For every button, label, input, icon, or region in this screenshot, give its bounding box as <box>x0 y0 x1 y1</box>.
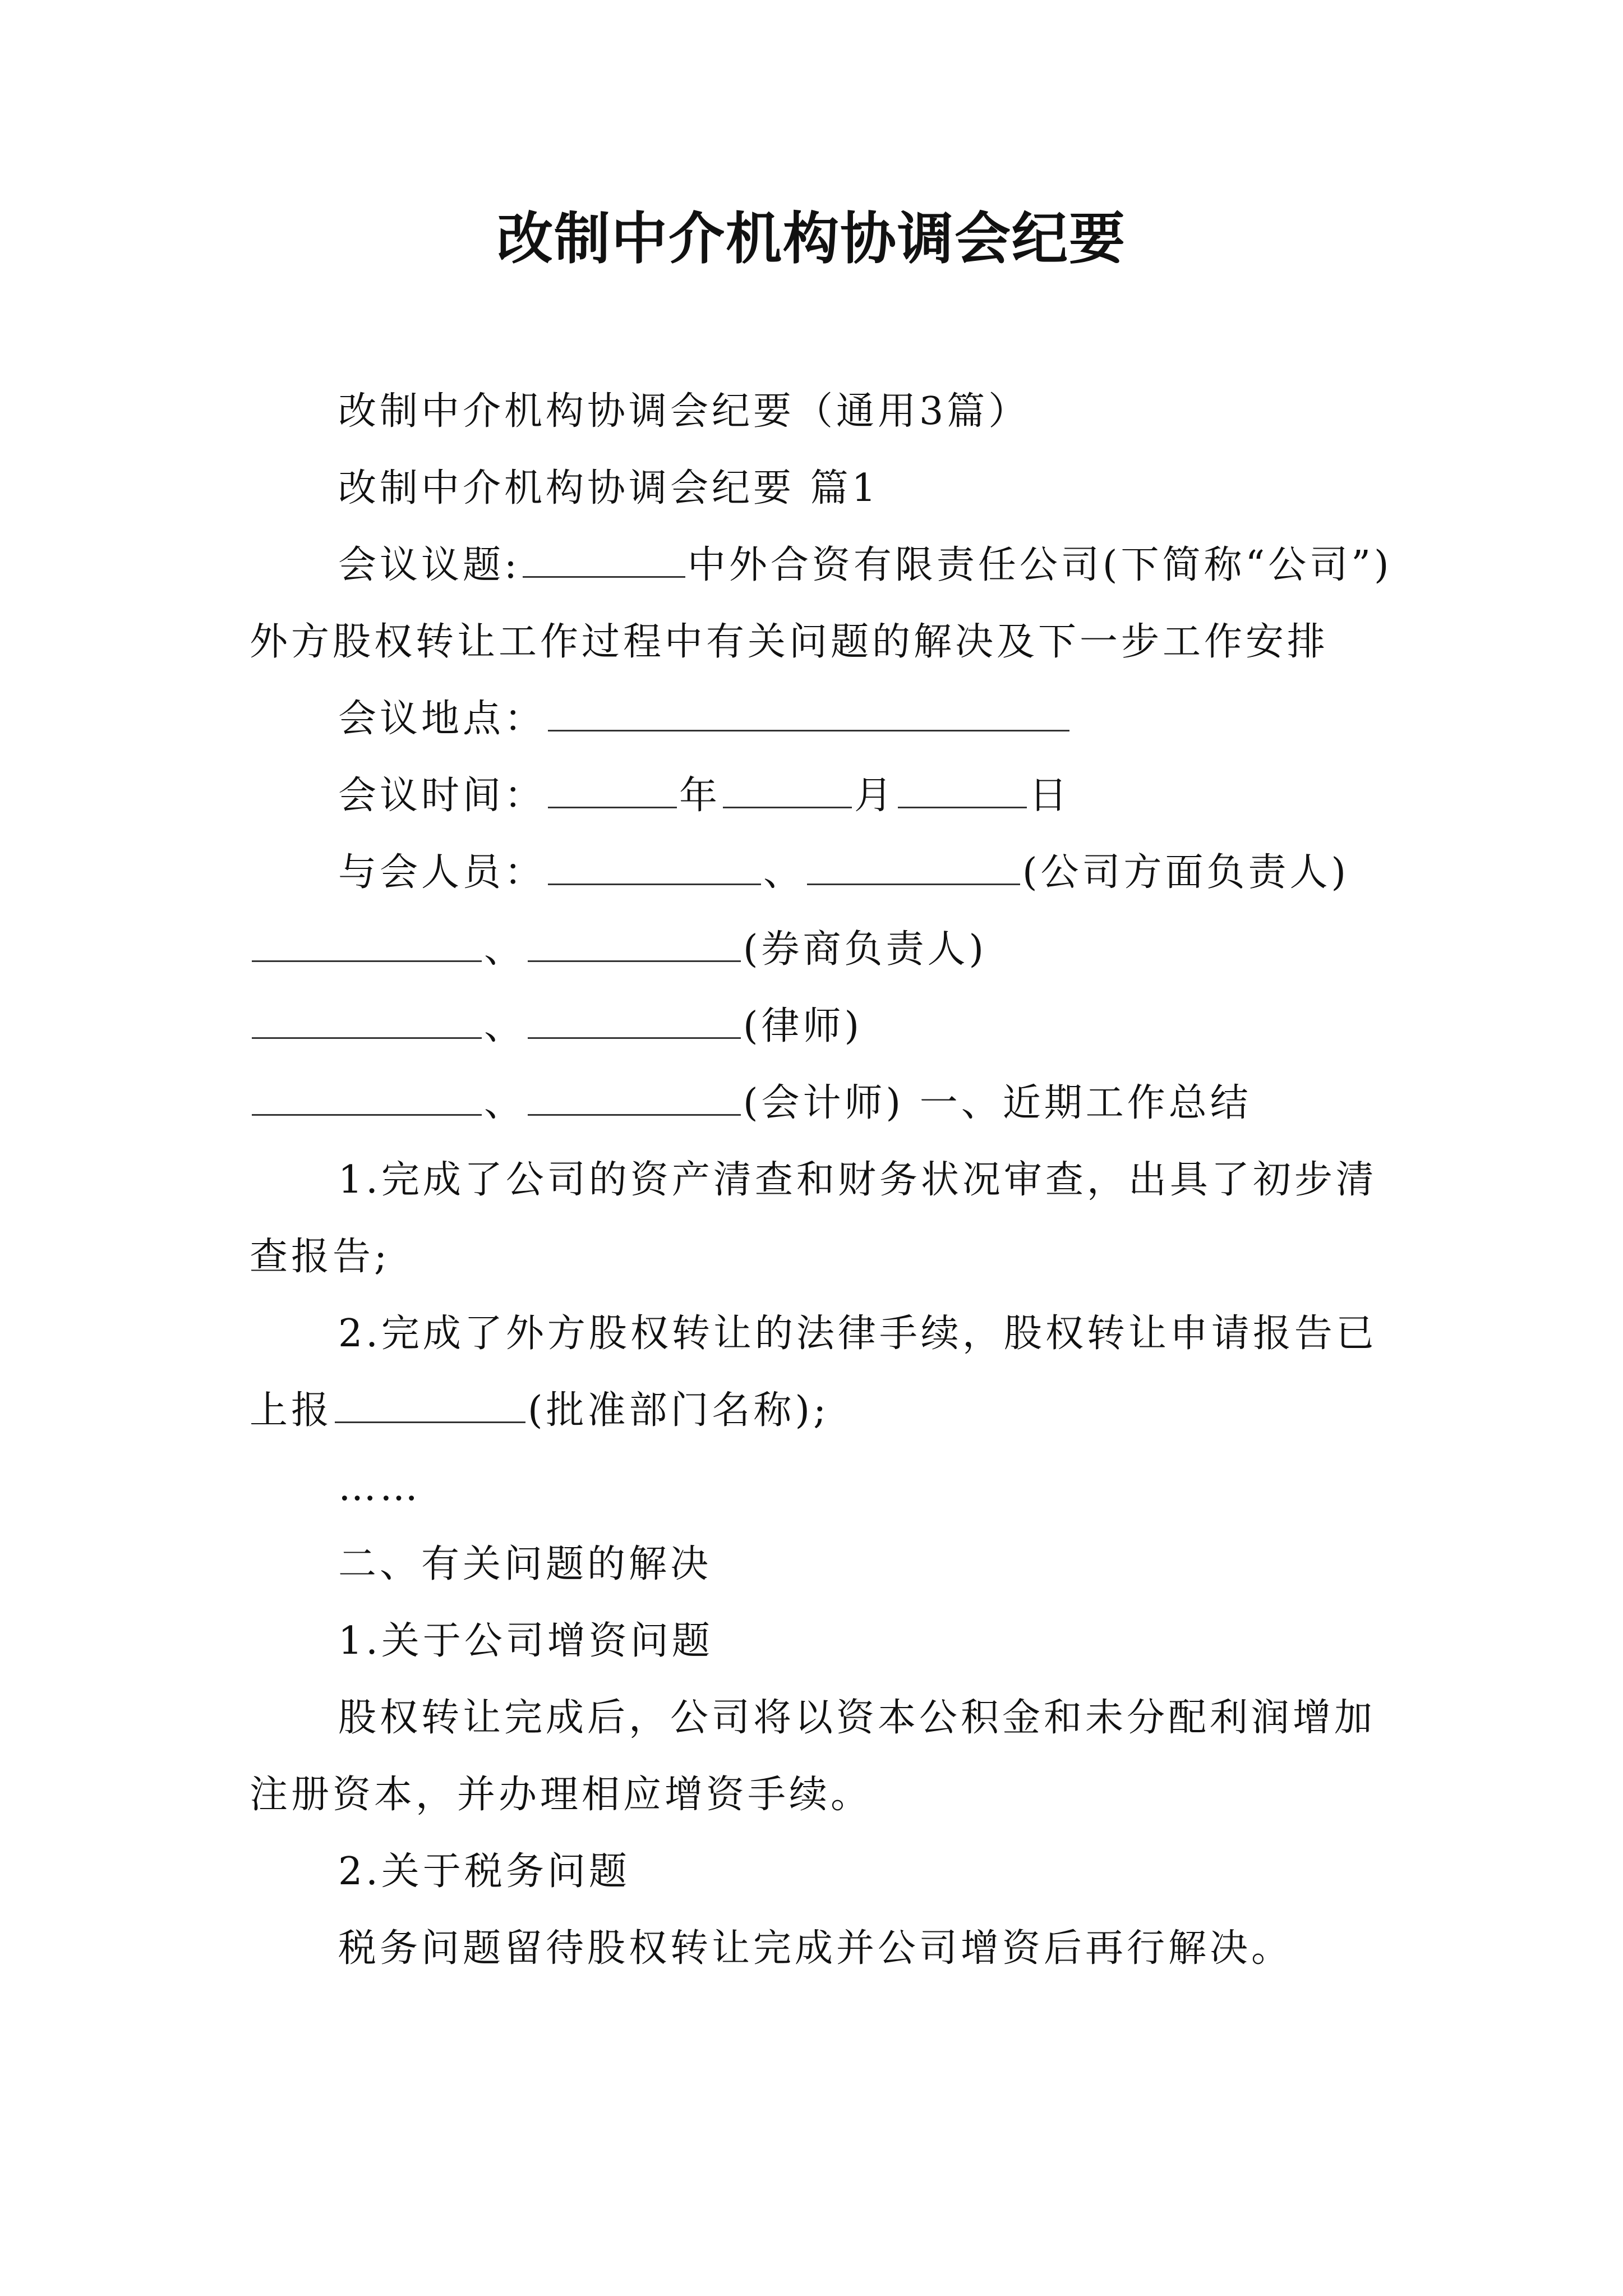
meeting-topic <box>250 527 1394 680</box>
accountant-role: (会计师) <box>743 1081 905 1125</box>
attendees-company <box>250 834 1394 911</box>
work-item-2-end: (批准部门名称); <box>528 1388 829 1433</box>
attendee-blank <box>548 851 761 885</box>
company-role: (公司方面负责人) <box>1022 850 1350 895</box>
month-blank <box>723 774 852 808</box>
meeting-topic-text: 中外合资有限责任公司(下简称“公司”)外方股权转让工作过程中有关问题的解决及下一步工作安排 <box>250 543 1393 664</box>
meeting-time <box>250 757 1394 834</box>
attendees-accountant <box>250 1065 1394 1142</box>
day-blank <box>898 774 1027 808</box>
sub2-text: 税务问题留待股权转让完成并公司增资后再行解决。 <box>338 1926 1293 1971</box>
attendees-broker <box>250 911 1394 988</box>
attendee-blank <box>528 928 741 962</box>
sub1-text: 股权转让完成后，公司将以资本公积金和未分配利润增加注册资本，并办理相应增资手续。 <box>250 1696 1376 1817</box>
broker-role: (券商负责人) <box>743 927 988 972</box>
attendee-separator: 、 <box>484 1081 526 1125</box>
part-heading: 改制中介机构协调会纪要 篇1 <box>338 466 879 510</box>
section1-heading: 一、近期工作总结 <box>919 1081 1252 1125</box>
work-item-2-start: 2.完成了外方股权转让的法律手续，股权转让申请报告已上报 <box>250 1312 1377 1433</box>
day-text: 日 <box>1029 774 1071 818</box>
lawyer-role: (律师) <box>743 1004 863 1048</box>
ellipsis: …… <box>338 1465 421 1510</box>
sub1-heading: 1.关于公司增资问题 <box>338 1619 713 1663</box>
document-body <box>250 373 1394 1987</box>
attendee-separator: 、 <box>484 1004 526 1048</box>
meeting-topic-label: 会议议题: <box>338 543 520 587</box>
attendee-blank <box>252 1005 482 1039</box>
document-subtitle: 改制中介机构协调会纪要（通用3篇） <box>338 389 1030 434</box>
approval-dept-blank <box>335 1389 525 1423</box>
attendee-blank <box>528 1005 741 1039</box>
month-text: 月 <box>854 774 896 818</box>
work-item-2 <box>250 1295 1394 1449</box>
attendee-separator: 、 <box>763 850 805 895</box>
attendees-label: 与会人员： <box>338 850 546 895</box>
year-blank <box>548 774 677 808</box>
attendees-lawyer <box>250 988 1394 1065</box>
meeting-place-blank <box>548 697 1069 731</box>
meeting-place-label: 会议地点： <box>338 697 546 741</box>
year-text: 年 <box>679 774 721 818</box>
attendee-blank <box>252 1082 482 1116</box>
attendee-blank <box>252 928 482 962</box>
meeting-place <box>250 680 1394 757</box>
attendee-separator: 、 <box>484 927 526 972</box>
meeting-time-label: 会议时间： <box>338 774 546 818</box>
section2-heading: 二、有关问题的解决 <box>338 1542 712 1586</box>
attendee-blank <box>807 851 1020 885</box>
sub2-heading: 2.关于税务问题 <box>338 1849 630 1894</box>
attendee-blank <box>528 1082 741 1116</box>
work-item-1: 1.完成了公司的资产清查和财务状况审查，出具了初步清查报告; <box>250 1158 1377 1279</box>
company-name-blank <box>523 544 685 578</box>
document-title: 改制中介机构协调会纪要 <box>497 205 1126 272</box>
